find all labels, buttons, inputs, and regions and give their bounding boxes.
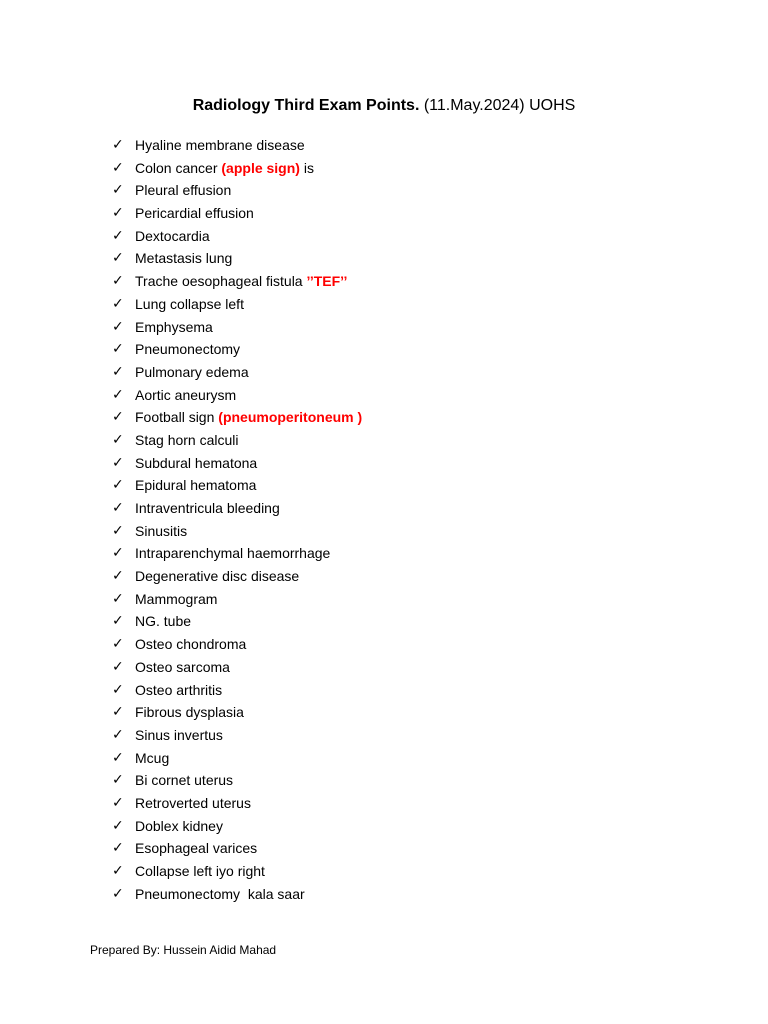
checkmark-icon: ✓ <box>112 590 124 607</box>
list-item-text <box>135 225 210 248</box>
list-item-text <box>135 656 230 679</box>
checkmark-icon: ✓ <box>112 363 124 380</box>
list-item-label: Osteo arthritis <box>135 681 223 698</box>
list-item-label: Pericardial effusion <box>135 205 254 222</box>
list-item-text <box>135 860 265 883</box>
list-item <box>112 656 362 679</box>
list-item-text <box>135 202 254 225</box>
list-item-text <box>135 633 246 656</box>
list-item <box>112 883 362 906</box>
list-item <box>112 497 362 520</box>
checkmark-icon: ✓ <box>112 704 124 721</box>
checkmark-icon: ✓ <box>112 227 124 244</box>
checkmark-icon: ✓ <box>112 500 124 516</box>
list-item <box>112 202 362 225</box>
list-item-label: Pulmonary edema <box>135 363 249 380</box>
list-item <box>112 679 362 702</box>
list-item-text <box>135 247 232 270</box>
list-item-label: Trache oesophageal fistula <box>135 273 307 290</box>
checkmark-icon: ✓ <box>112 431 124 448</box>
list-item <box>112 610 362 633</box>
list-item-text <box>135 610 191 633</box>
list-item-label: Osteo sarcoma <box>135 658 230 675</box>
list-item <box>112 316 362 339</box>
list-item-label: Doblex kidney <box>135 817 223 834</box>
checkmark-icon: ✓ <box>112 613 124 630</box>
checkmark-icon: ✓ <box>112 295 124 312</box>
list-item <box>112 157 362 180</box>
list-item <box>112 815 362 838</box>
list-item-highlight: (apple sign) <box>221 159 300 176</box>
list-item <box>112 179 362 202</box>
checkmark-icon: ✓ <box>112 681 124 698</box>
checkmark-icon: ✓ <box>112 658 124 675</box>
list-item-label: Stag horn calculi <box>135 431 239 448</box>
list-item-text <box>135 520 187 543</box>
list-item <box>112 134 362 157</box>
list-item-text <box>135 293 244 316</box>
list-item <box>112 338 362 361</box>
list-item <box>112 361 362 384</box>
list-item-label: Osteo chondroma <box>135 636 247 653</box>
list-item-text <box>135 338 240 361</box>
list-item <box>112 542 362 565</box>
list-item <box>112 701 362 724</box>
list-item-text <box>135 747 169 770</box>
checkmark-icon: ✓ <box>112 137 124 153</box>
exam-points-list <box>112 134 362 905</box>
list-item <box>112 633 362 656</box>
list-item-text <box>135 542 330 565</box>
list-item-label: Hyaline membrane disease <box>135 137 305 153</box>
list-item <box>112 792 362 815</box>
list-item-label: Fibrous dysplasia <box>135 704 244 721</box>
list-item <box>112 452 362 475</box>
list-item <box>112 474 362 497</box>
list-item-label: Lung collapse left <box>135 295 244 312</box>
document-title <box>0 95 768 117</box>
list-item-label: Collapse left iyo right <box>135 863 265 879</box>
list-item-text <box>135 134 305 157</box>
checkmark-icon: ✓ <box>112 749 124 766</box>
list-item-text <box>135 792 251 815</box>
list-item-label: Emphysema <box>135 318 213 335</box>
checkmark-icon: ✓ <box>112 477 124 494</box>
checkmark-icon: ✓ <box>112 840 124 857</box>
list-item-label: Football sign <box>135 409 219 426</box>
checkmark-icon: ✓ <box>112 863 124 879</box>
list-item-label: Retroverted uterus <box>135 794 251 811</box>
list-item-text <box>135 837 257 860</box>
list-item-text <box>135 429 239 452</box>
checkmark-icon: ✓ <box>112 182 124 199</box>
list-item-label: Colon cancer <box>135 159 222 176</box>
checkmark-icon: ✓ <box>112 885 124 902</box>
checkmark-icon: ✓ <box>112 568 124 585</box>
list-item-text <box>135 179 231 202</box>
checkmark-icon: ✓ <box>112 817 124 834</box>
list-item <box>112 588 362 611</box>
checkmark-icon: ✓ <box>112 341 124 358</box>
list-item-label: Sinusitis <box>135 522 188 539</box>
list-item-text <box>135 815 223 838</box>
list-item-label: Intraventricula bleeding <box>135 500 280 516</box>
list-item-text <box>135 384 236 407</box>
list-item <box>112 837 362 860</box>
list-item-text <box>135 316 213 339</box>
list-item <box>112 860 362 883</box>
list-item-label: Mcug <box>135 749 170 766</box>
list-item <box>112 406 362 429</box>
list-item-text <box>135 157 314 180</box>
title-main: Radiology Third Exam Points. <box>192 97 420 114</box>
checkmark-icon: ✓ <box>112 273 124 290</box>
list-item-label: Degenerative disc disease <box>135 568 300 585</box>
list-item <box>112 384 362 407</box>
list-item <box>112 747 362 770</box>
list-item-label: Intraparenchymal haemorrhage <box>135 545 331 562</box>
checkmark-icon: ✓ <box>112 454 124 471</box>
list-item-text <box>135 497 280 520</box>
checkmark-icon: ✓ <box>112 545 124 562</box>
list-item-text <box>135 679 222 702</box>
list-item <box>112 225 362 248</box>
list-item <box>112 520 362 543</box>
list-item-label: Epidural hematoma <box>135 477 257 494</box>
list-item-label: Bi cornet uterus <box>135 772 234 789</box>
list-item-label: Subdural hematona <box>135 454 258 471</box>
list-item-text <box>135 474 256 497</box>
list-item-label: Aortic aneurysm <box>135 386 237 403</box>
list-item <box>112 724 362 747</box>
list-item-label: Sinus invertus <box>135 726 223 743</box>
list-item-label: Dextocardia <box>135 227 210 244</box>
list-item <box>112 429 362 452</box>
list-item-label: Metastasis lung <box>135 250 233 267</box>
list-item-text <box>135 724 223 747</box>
checkmark-icon: ✓ <box>112 205 124 222</box>
list-item-label: Esophageal varices <box>135 840 258 857</box>
list-item <box>112 565 362 588</box>
list-item-suffix: is <box>299 159 314 176</box>
list-item-text <box>135 452 257 475</box>
checkmark-icon: ✓ <box>112 772 124 789</box>
list-item-text <box>135 406 362 429</box>
list-item-text <box>135 701 244 724</box>
list-item <box>112 270 362 293</box>
list-item-text <box>135 588 217 611</box>
list-item-label: Pneumonectomy <box>135 341 241 358</box>
list-item-label: NG. tube <box>135 613 192 630</box>
checkmark-icon: ✓ <box>112 794 124 811</box>
title-date-suffix: (11.May.2024) UOHS <box>423 97 576 114</box>
list-item-text <box>135 883 305 906</box>
checkmark-icon: ✓ <box>112 409 124 426</box>
checkmark-icon: ✓ <box>112 386 124 403</box>
list-item-text <box>135 565 299 588</box>
list-item <box>112 293 362 316</box>
checkmark-icon: ✓ <box>112 522 124 539</box>
checkmark-icon: ✓ <box>112 636 124 653</box>
checkmark-icon: ✓ <box>112 250 124 267</box>
list-item-label: Mammogram <box>135 590 218 607</box>
list-item-text <box>135 270 347 293</box>
list-item-highlight: ’’TEF’’ <box>306 273 348 290</box>
list-item-highlight: (pneumoperitoneum ) <box>218 409 363 426</box>
list-item-label: Pneumonectomy kala saar <box>135 885 305 902</box>
list-item <box>112 247 362 270</box>
prepared-by-footer: Prepared By: Hussein Aidid Mahad <box>90 943 277 957</box>
checkmark-icon: ✓ <box>112 726 124 743</box>
checkmark-icon: ✓ <box>112 159 124 176</box>
list-item-text <box>135 361 249 384</box>
list-item-label: Pleural effusion <box>135 182 232 199</box>
list-item-text <box>135 769 233 792</box>
checkmark-icon: ✓ <box>112 318 124 335</box>
list-item <box>112 769 362 792</box>
